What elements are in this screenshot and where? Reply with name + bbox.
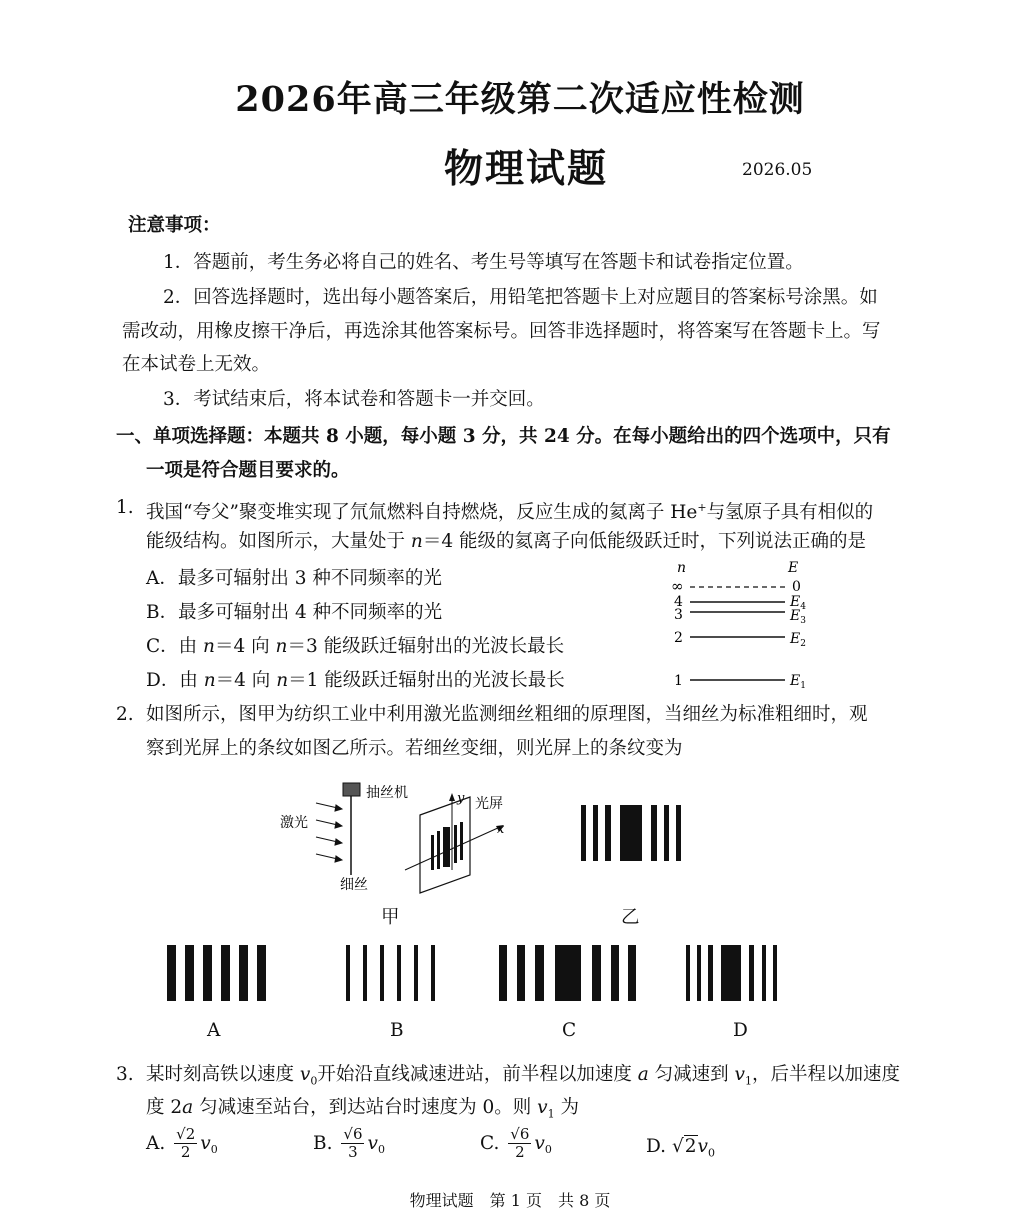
- machine-label: 抽丝机: [366, 785, 408, 801]
- q2-option-a-label: A: [207, 1020, 221, 1041]
- laser-arrows: [316, 803, 342, 862]
- energy-level-diagram: [660, 558, 820, 693]
- q3-option-a: A. $\frac{√2}{2}$ $v_0$: [146, 1125, 218, 1161]
- level-2-energy: $E_2$: [790, 631, 806, 649]
- q1-option-b: B．最多可辐射出 4 种不同频率的光: [146, 602, 443, 623]
- notice-heading: 注意事项：: [128, 215, 221, 236]
- notice-item-2-line1: 2．回答选择题时，选出每小题答案后，用铅笔把答题卡上对应题目的答案标号涂黑。如: [163, 287, 878, 308]
- q2-option-a-pattern: [165, 945, 275, 1003]
- notice-item-3: 3．考试结束后，将本试卷和答题卡一并交回。: [163, 389, 545, 410]
- q1-option-c: C．由 n＝4 向 n＝3 能级跃迁辐射出的光波长最长: [146, 636, 565, 657]
- q2-option-c-pattern: [495, 945, 640, 1003]
- laser-label: 激光: [280, 815, 308, 831]
- spinning-machine-icon: [343, 783, 360, 796]
- q3-number: 3.: [116, 1064, 134, 1085]
- level-3-label: 3: [674, 607, 683, 623]
- page-footer: 物理试题 第 1 页 共 8 页: [409, 1191, 611, 1210]
- q2-option-d-pattern: [684, 945, 794, 1003]
- figure-jia-setup: [270, 775, 520, 925]
- q2-stem-line1: 如图所示，图甲为纺织工业中利用激光监测细丝粗细的原理图，当细丝为标准粗细时，观: [146, 704, 868, 725]
- axis-y-label: y: [457, 791, 465, 806]
- notice-item-1: 1．答题前，考生务必将自己的姓名、考生号等填写在答题卡和试卷指定位置。: [163, 252, 804, 273]
- q2-option-d-label: D: [733, 1020, 748, 1041]
- q2-number: 2.: [116, 704, 134, 725]
- q1-option-d: D．由 n＝4 向 n＝1 能级跃迁辐射出的光波长最长: [146, 670, 565, 691]
- level-2-label: 2: [674, 630, 683, 646]
- notice-item-2-line2: 需改动，用橡皮擦干净后，再选涂其他答案标号。回答非选择题时，将答案写在答题卡上。写: [122, 321, 881, 342]
- notice-item-2-line3: 在本试卷上无效。: [122, 354, 271, 375]
- level-n-header: n: [677, 560, 687, 576]
- q2-option-c-label: C: [562, 1020, 577, 1041]
- q3-stem-line2: 度 2a 匀减速至站台，到达站台时速度为 0。则 $v_1$ 为: [146, 1097, 579, 1121]
- q1-option-a: A．最多可辐射出 3 种不同频率的光: [146, 568, 442, 589]
- q2-option-b-label: B: [390, 1020, 404, 1041]
- section-heading-line1: 一、单项选择题：本题共 8 小题，每小题 3 分，共 24 分。在每小题给出的四个选项中，只有: [116, 426, 891, 447]
- level-infinity-energy: 0: [792, 579, 801, 595]
- level-4-energy: $E_4$: [790, 594, 806, 612]
- q1-number: 1.: [116, 497, 134, 518]
- level-3-energy: $E_3$: [790, 608, 806, 626]
- level-4-label: 4: [674, 594, 683, 610]
- level-1-label: 1: [674, 673, 683, 689]
- axis-x-label: x: [497, 822, 505, 837]
- q2-option-b-pattern: [343, 945, 453, 1003]
- level-1-energy: $E_1$: [790, 673, 806, 691]
- subject-title: 物理试题: [443, 146, 608, 192]
- section-heading-line2: 一项是符合题目要求的。: [146, 460, 350, 481]
- q3-stem-line1: 某时刻高铁以速度 $v_0$开始沿直线减速进站，前半程以加速度 a 匀减速到 $v_1$，后半程以加速度: [146, 1064, 900, 1088]
- exam-date: 2026.05: [742, 160, 813, 180]
- q3-option-c: C. $\frac{√6}{2}$ $v_0$: [480, 1125, 552, 1161]
- q2-stem-line2: 察到光屏上的条纹如图乙所示。若细丝变细，则光屏上的条纹变为: [146, 738, 683, 759]
- q3-option-b: B. $\frac{√6}{3}$ $v_0$: [313, 1125, 385, 1161]
- q3-option-d: D. $√2v_0$: [646, 1136, 715, 1160]
- figure-yi-label: 乙: [621, 907, 640, 928]
- exam-title: 2026年高三年级第二次适应性检测: [235, 79, 805, 120]
- screen-label: 光屏: [475, 796, 503, 812]
- figure-yi-fringes: [578, 805, 688, 863]
- figure-jia-label: 甲: [381, 907, 400, 928]
- wire-label: 细丝: [340, 877, 368, 893]
- q1-stem-line2: 能级结构。如图所示，大量处于 n＝4 能级的氦离子向低能级跃迁时，下列说法正确的是: [146, 531, 866, 552]
- level-infinity-label: ∞: [671, 577, 684, 595]
- level-e-header: E: [788, 560, 799, 576]
- q1-stem-line1: 我国“夸父”聚变堆实现了氘氚燃料自持燃烧，反应生成的氦离子 He+与氢原子具有相似的: [146, 501, 874, 524]
